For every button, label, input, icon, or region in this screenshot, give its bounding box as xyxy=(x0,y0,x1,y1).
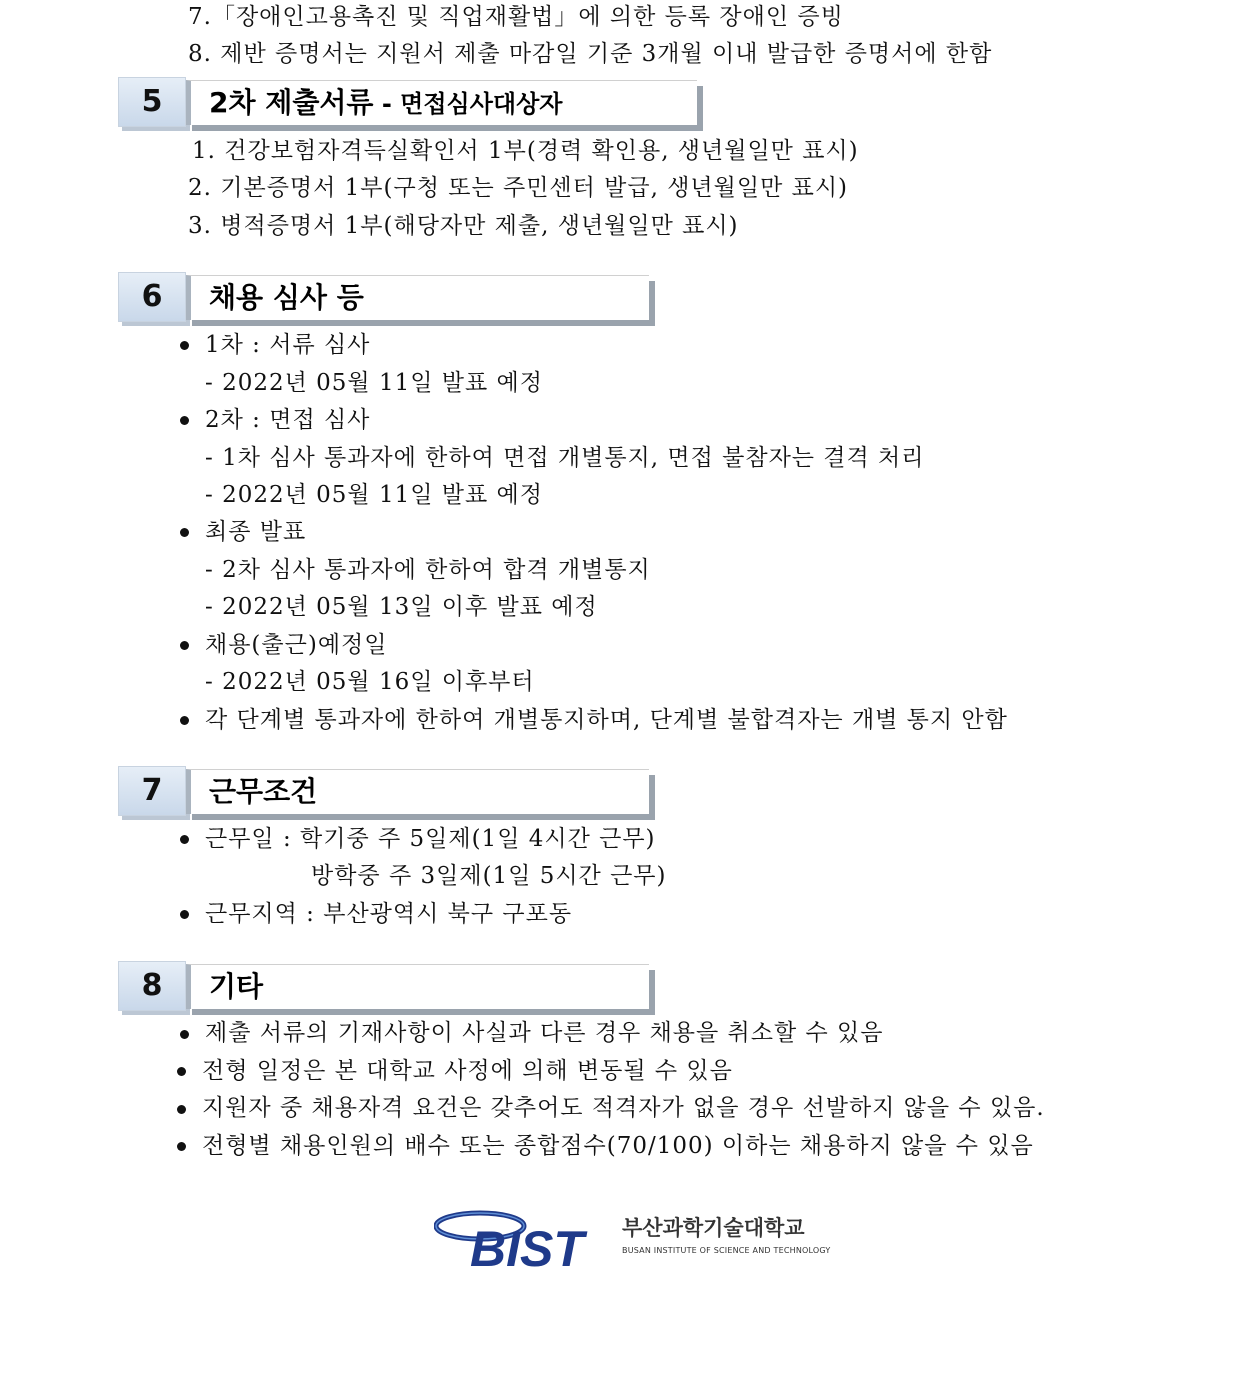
logo-name-english: BUSAN INSTITUTE OF SCIENCE AND TECHNOLOGY xyxy=(622,1246,831,1255)
list-sub-item: - 2022년 05월 11일 발표 예정 xyxy=(205,370,543,396)
list-item: 지원자 중 채용자격 요건은 갖추어도 적격자가 없을 경우 선발하지 않을 수 있음. xyxy=(202,1095,1045,1121)
section-number: 8 xyxy=(118,961,186,1011)
list-item: 전형별 채용인원의 배수 또는 종합점수(70/100) 이하는 채용하지 않을 수 있음 xyxy=(202,1133,1034,1159)
list-sub-item: - 2022년 05월 13일 이후 발표 예정 xyxy=(205,594,598,620)
section-title-sub: - 면접심사대상자 xyxy=(373,90,563,118)
bullet xyxy=(180,910,189,919)
section-number: 5 xyxy=(118,77,186,127)
section-number: 6 xyxy=(118,272,186,322)
list-item: 제출 서류의 기재사항이 사실과 다른 경우 채용을 취소할 수 있음 xyxy=(205,1020,884,1046)
university-logo xyxy=(434,1206,834,1272)
list-sub-item: - 1차 심사 통과자에 한하여 면접 개별통지, 면접 불참자는 결격 처리 xyxy=(205,445,925,471)
section-title: 기타 xyxy=(186,964,649,1009)
list-item: 근무지역 : 부산광역시 북구 구포동 xyxy=(205,901,573,927)
bullet xyxy=(180,835,189,844)
list-item: 2. 기본증명서 1부(구청 또는 주민센터 발급, 생년월일만 표시) xyxy=(188,175,849,201)
logo-name-korean: 부산과학기술대학교 xyxy=(622,1216,805,1240)
list-item: 3. 병적증명서 1부(해당자만 제출, 생년월일만 표시) xyxy=(188,213,739,239)
bullet xyxy=(180,341,189,350)
bullet xyxy=(180,716,189,725)
list-item: 전형 일정은 본 대학교 사정에 의해 변동될 수 있음 xyxy=(202,1058,733,1084)
bist-logo-mark xyxy=(434,1206,614,1272)
section-title-main: 2차 제출서류 xyxy=(209,86,374,119)
bullet xyxy=(180,641,189,650)
list-item: 8. 제반 증명서는 지원서 제출 마감일 기준 3개월 이내 발급한 증명서에 한함 xyxy=(188,41,993,67)
bullet xyxy=(180,416,189,425)
list-sub-item: - 2022년 05월 16일 이후부터 xyxy=(205,669,535,695)
list-item: 1차 : 서류 심사 xyxy=(205,332,371,358)
list-item: 각 단계별 통과자에 한하여 개별통지하며, 단계별 불합격자는 개별 통지 안함 xyxy=(205,707,1008,733)
bullet xyxy=(180,528,189,537)
bullet xyxy=(177,1142,186,1151)
section-title xyxy=(186,80,697,125)
list-sub-item: - 2차 심사 통과자에 한하여 합격 개별통지 xyxy=(205,557,651,583)
list-item-continuation: 방학중 주 3일제(1일 5시간 근무) xyxy=(311,863,667,889)
list-item: 근무일 : 학기중 주 5일제(1일 4시간 근무) xyxy=(205,826,656,852)
list-item: 1. 건강보험자격득실확인서 1부(경력 확인용, 생년월일만 표시) xyxy=(192,138,859,164)
list-item: 채용(출근)예정일 xyxy=(205,632,388,658)
list-item: 2차 : 면접 심사 xyxy=(205,407,371,433)
section-number: 7 xyxy=(118,766,186,816)
bullet xyxy=(180,1030,189,1039)
bullet xyxy=(177,1067,186,1076)
list-item: 최종 발표 xyxy=(205,519,307,545)
logo-mark-text: BIST xyxy=(470,1221,584,1272)
bullet xyxy=(177,1105,186,1114)
list-item: 7.「장애인고용촉진 및 직업재활법」에 의한 등록 장애인 증빙 xyxy=(188,4,844,30)
section-title: 근무조건 xyxy=(186,769,649,814)
list-sub-item: - 2022년 05월 11일 발표 예정 xyxy=(205,482,543,508)
section-title: 채용 심사 등 xyxy=(186,275,649,320)
